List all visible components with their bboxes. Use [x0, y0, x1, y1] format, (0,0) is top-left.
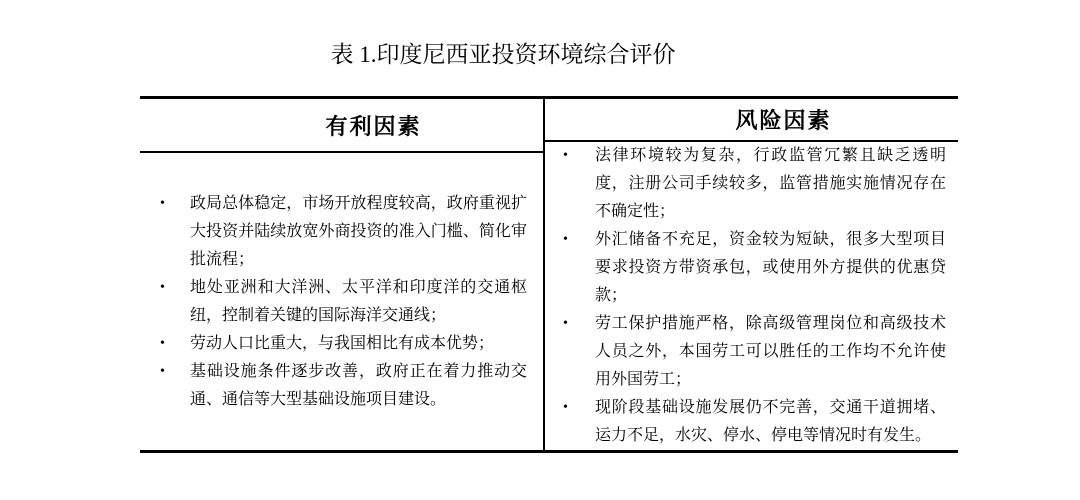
list-item-text: 政局总体稳定，市场开放程度较高，政府重视扩大投资并陆续放宽外商投资的准入门槛、简化审批流程；	[190, 194, 527, 268]
list-item-text: 法律环境较为复杂，行政监管冗繁且缺乏透明度，注册公司手续较多，监管措施实施情况存在不确定性；	[595, 147, 946, 220]
list-item-text: 地处亚洲和大洋洲、太平洋和印度洋的交通枢纽，控制着关键的国际海洋交通线；	[190, 278, 527, 324]
bullet-icon: •	[563, 316, 568, 331]
list-item-text: 外汇储备不充足，资金较为短缺，很多大型项目要求投资方带资承包，或使用外方提供的优惠贷款；	[595, 231, 946, 304]
list-item	[563, 226, 946, 310]
list-item	[160, 274, 527, 330]
bullet-icon: •	[160, 195, 165, 211]
favorable-factors-header-text: 有利因素	[325, 113, 422, 139]
risk-factors-header	[545, 99, 958, 142]
bullet-icon: •	[160, 363, 165, 379]
risk-factors-header-text: 风险因素	[735, 108, 832, 133]
list-item	[563, 142, 946, 226]
risk-factors-body	[545, 142, 958, 450]
list-item	[160, 330, 527, 358]
favorable-factors-column	[140, 99, 545, 450]
favorable-factors-header	[140, 99, 543, 153]
bullet-icon: •	[563, 400, 568, 415]
list-item-text: 劳动人口比重大，与我国相比有成本优势；	[190, 334, 495, 352]
list-item-text: 劳工保护措施严格，除高级管理岗位和高级技术人员之外，本国劳工可以胜任的工作均不允许使用外国劳工；	[595, 315, 946, 388]
list-item	[160, 190, 527, 274]
list-item-text: 现阶段基础设施发展仍不完善，交通干道拥堵、运力不足，水灾、停水、停电等情况时有发生。	[595, 399, 946, 444]
evaluation-table	[140, 96, 958, 453]
list-item-text: 基础设施条件逐步改善，政府正在着力推动交通、通信等大型基础设施项目建设。	[190, 362, 527, 408]
risk-factors-column	[545, 99, 958, 450]
table-caption: 表 1.印度尼西亚投资环境综合评价	[330, 42, 676, 67]
list-item	[160, 358, 527, 414]
list-item	[563, 394, 946, 450]
favorable-factors-body	[140, 153, 543, 450]
bullet-icon: •	[160, 279, 165, 295]
bullet-icon: •	[563, 148, 568, 163]
bullet-icon: •	[160, 335, 165, 351]
bullet-icon: •	[563, 232, 568, 247]
list-item	[563, 310, 946, 394]
